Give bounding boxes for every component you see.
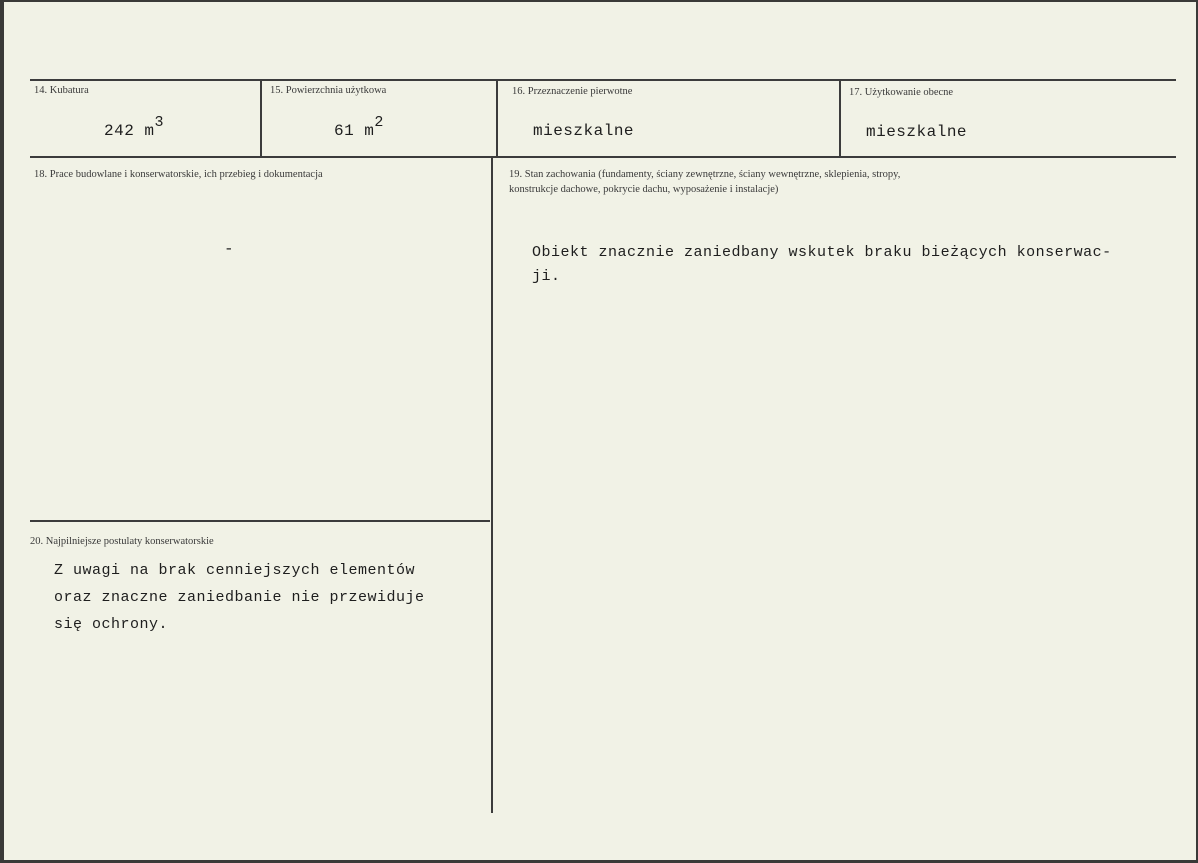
divider-15-16: [496, 80, 498, 156]
main-column-divider: [491, 157, 493, 813]
field-19-label-line1: 19. Stan zachowania (fundamenty, ściany zewnętrzne, ściany wewnętrzne, sklepienia, stropy,: [509, 169, 901, 180]
field-14-value: [104, 114, 165, 140]
field-20-value-line2: oraz znaczne zaniedbanie nie przewiduje: [54, 589, 425, 606]
field-20-label: 20. Najpilniejsze postulaty konserwatorskie: [30, 536, 214, 547]
middle-row-rule: [30, 156, 1176, 158]
field-20-value-line1: Z uwagi na brak cenniejszych elementów: [54, 562, 416, 579]
field-18-value: -: [224, 240, 235, 258]
field-20-value-line3: się ochrony.: [54, 616, 169, 633]
field-15-exponent: 2: [374, 114, 384, 131]
record-card: [4, 2, 1196, 860]
field-15-value: [334, 114, 384, 140]
field-17-label: 17. Użytkowanie obecne: [849, 87, 954, 98]
field-16-label: 16. Przeznaczenie pierwotne: [512, 86, 633, 97]
field-15-label: 15. Powierzchnia użytkowa: [270, 85, 387, 96]
field-15-number: 61 m: [334, 122, 375, 140]
field-16-value: mieszkalne: [533, 122, 635, 140]
divider-14-15: [260, 80, 262, 156]
field-14-number: 242 m: [104, 122, 155, 140]
divider-16-17: [839, 80, 841, 156]
top-row-rule: [30, 79, 1176, 81]
field-19-value-line1: Obiekt znacznie zaniedbany wskutek braku bieżących konserwac-: [532, 244, 1112, 261]
field-19-label-line2: konstrukcje dachowe, pokrycie dachu, wyposażenie i instalacje): [509, 184, 779, 195]
field-17-value: mieszkalne: [866, 123, 968, 141]
field-18-label: 18. Prace budowlane i konserwatorskie, ich przebieg i dokumentacja: [34, 169, 323, 180]
section-20-rule: [30, 520, 490, 522]
field-14-label: 14. Kubatura: [34, 85, 89, 96]
field-14-exponent: 3: [154, 114, 165, 131]
field-19-value-line2: ji.: [532, 268, 561, 285]
